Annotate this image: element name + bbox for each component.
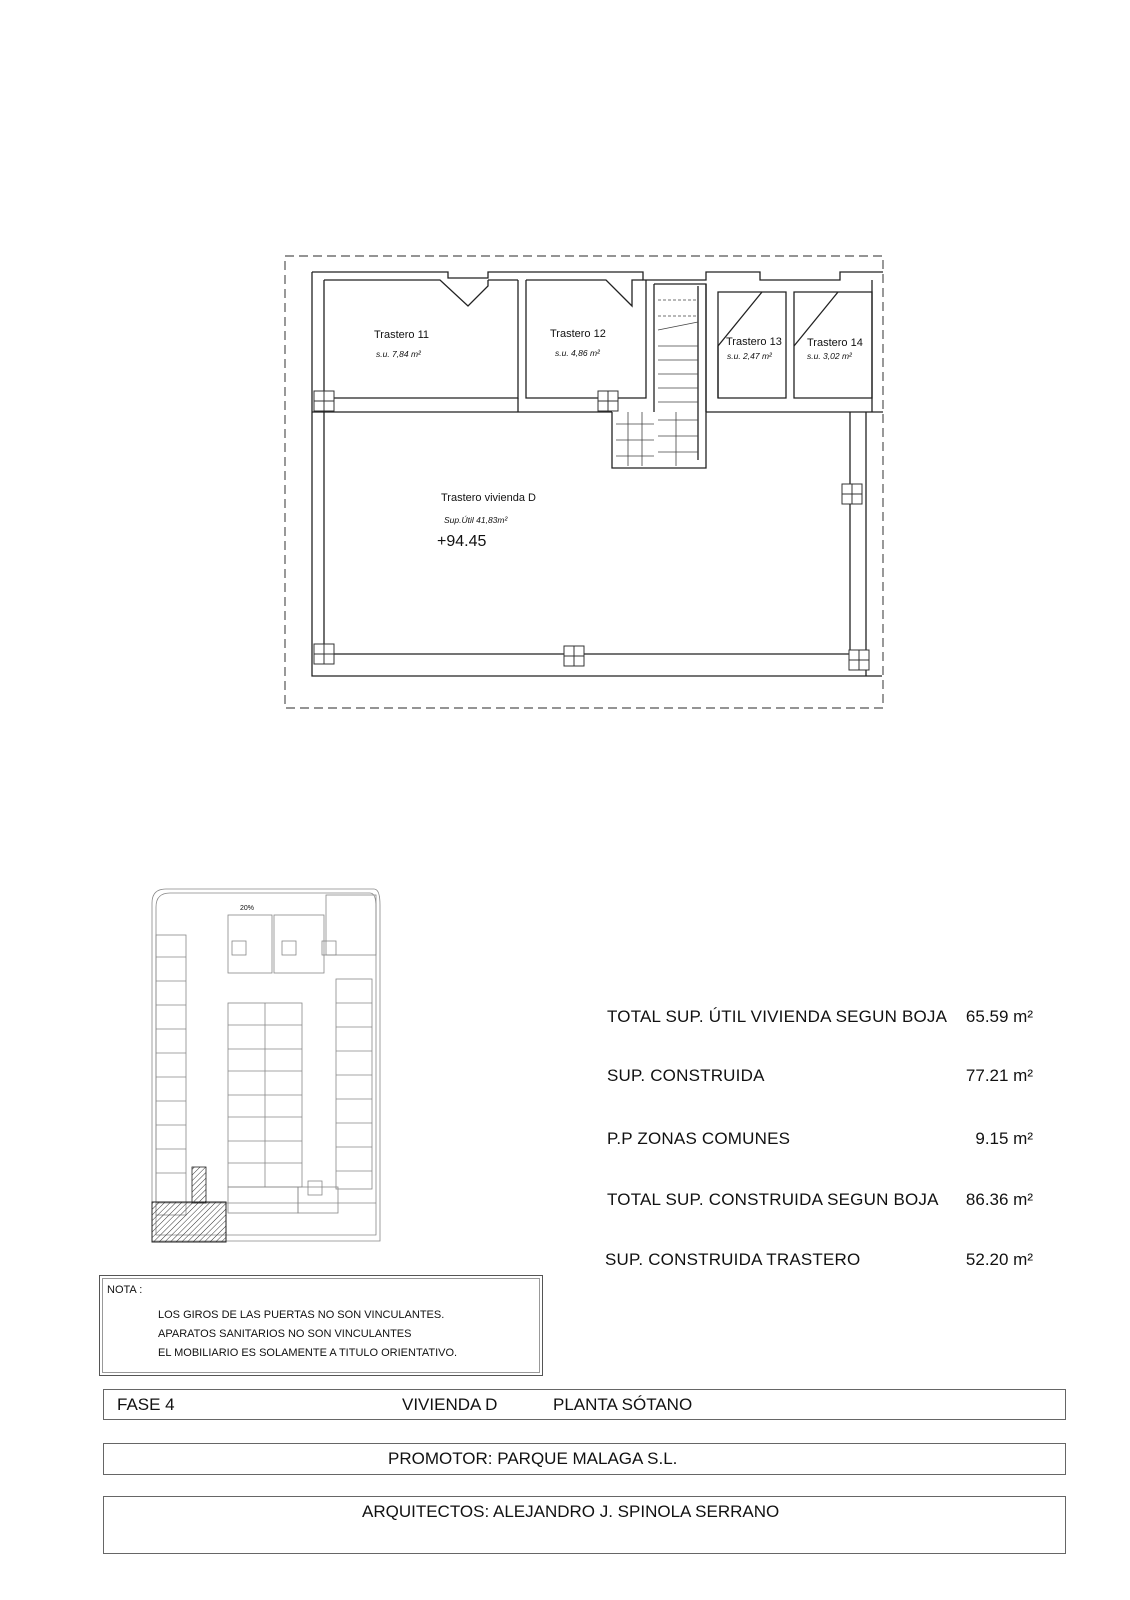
floor-plan: [0, 0, 1130, 760]
columns: [314, 391, 869, 670]
ramp-label: 20%: [240, 905, 255, 912]
plan-boundary: [285, 256, 883, 708]
phase-label: FASE 4: [117, 1395, 175, 1414]
title-row-architects: [103, 1496, 1066, 1554]
main-room-label: Trastero vivienda D: [441, 492, 536, 504]
note-line: EL MOBILIARIO ES SOLAMENTE A TITULO ORIENTATIVO.: [158, 1347, 458, 1359]
title-row-promoter: [103, 1443, 1066, 1475]
area-value: 65.59 m²: [965, 1007, 1033, 1026]
note-title: NOTA :: [107, 1284, 143, 1296]
area-row: [0, 1250, 1130, 1276]
room-label: Trastero 11: [374, 329, 430, 341]
room-area: s.u. 4,86 m²: [555, 348, 600, 358]
floor-label: PLANTA SÓTANO: [553, 1395, 693, 1414]
note-box: [99, 1275, 543, 1376]
room-label: Trastero 13: [726, 336, 782, 348]
room-label: Trastero 14: [807, 337, 863, 349]
room-area: s.u. 2,47 m²: [727, 351, 772, 361]
promoter-label: PROMOTOR: PARQUE MALAGA S.L.: [388, 1449, 678, 1468]
area-value: 52.20 m²: [965, 1250, 1033, 1269]
area-label: P.P ZONAS COMUNES: [607, 1129, 791, 1148]
stair: [616, 300, 698, 466]
main-room-area: Sup.Útil 41,83m²: [444, 515, 508, 525]
area-value: 77.21 m²: [965, 1066, 1033, 1085]
area-label: TOTAL SUP. ÚTIL VIVIENDA SEGUN BOJA: [607, 1007, 948, 1026]
area-row: [0, 1007, 1130, 1033]
note-line: APARATOS SANITARIOS NO SON VINCULANTES: [158, 1328, 412, 1340]
area-value: 86.36 m²: [965, 1190, 1033, 1209]
room-area: s.u. 3,02 m²: [807, 351, 852, 361]
area-value: 9.15 m²: [975, 1129, 1033, 1148]
area-label: TOTAL SUP. CONSTRUIDA SEGUN BOJA: [607, 1190, 939, 1209]
room-label: Trastero 12: [550, 328, 606, 340]
room-area: s.u. 7,84 m²: [376, 349, 421, 359]
title-row-phase: [103, 1389, 1066, 1420]
architects-label: ARQUITECTOS: ALEJANDRO J. SPINOLA SERRANO: [362, 1502, 780, 1521]
area-row: [0, 1129, 1130, 1155]
unit-label: VIVIENDA D: [402, 1395, 498, 1414]
area-row: [0, 1190, 1130, 1216]
level-marker: +94.45: [437, 533, 487, 550]
area-label: SUP. CONSTRUIDA: [607, 1066, 765, 1085]
area-label: SUP. CONSTRUIDA TRASTERO: [605, 1250, 861, 1269]
note-line: LOS GIROS DE LAS PUERTAS NO SON VINCULANTES.: [158, 1309, 445, 1321]
area-row: [0, 1066, 1130, 1092]
